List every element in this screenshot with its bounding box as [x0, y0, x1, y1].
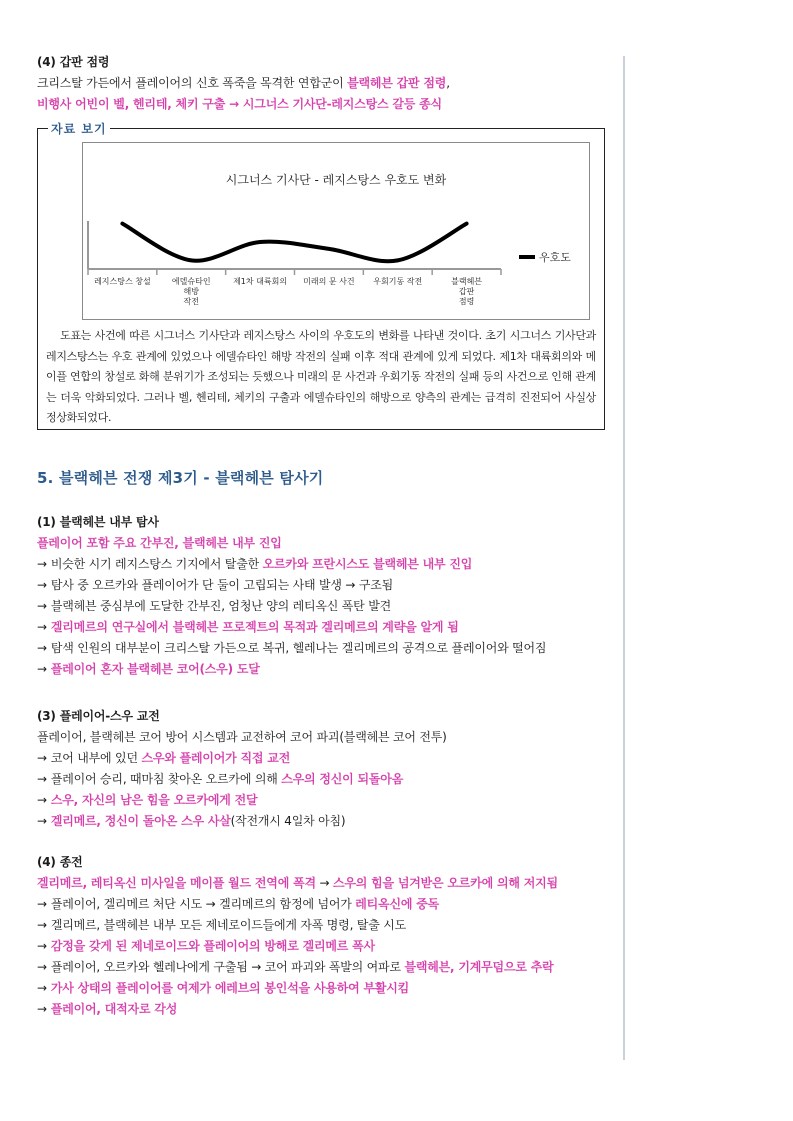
- list-item: [37, 638, 617, 659]
- arrow-glyph: →: [37, 641, 47, 655]
- list-item: [37, 596, 617, 617]
- text-plain: ,: [446, 76, 450, 90]
- text-plain: 비슷한 시기 레지스탕스 기지에서 탈출한: [50, 557, 263, 571]
- subsection-heading: (4) 종전: [37, 855, 83, 869]
- affinity-line: [122, 224, 466, 262]
- reference-description: 도표는 사건에 따른 시그너스 기사단과 레지스탕스 사이의 우호도의 변화를 나타낸 것이다. 초기 시그너스 기사단과 레지스탕스는 우호 관계에 있었으나 에델슈타인 해방 작전의 실패 이후 적대 관계에 있게 되었다. 제1차 대륙회의와 메이플 연합의 창설로 화해 분위기가 조성되는 듯했으나 미래의 문 사건과 우회기동 작전의 실패 등의 사건으로 인해 관계는 더욱 악화되었다. 그러나 벨, 헨리테, 체키의 구출과 에델슈타인의 해방으로 양측의 관계는 급격히 진전되어 사실상 정상화되었다.: [46, 329, 596, 424]
- list-item: [37, 533, 617, 554]
- page-margin-rule: [623, 56, 625, 1060]
- text-plain: 탐색 인원의 대부분이 크리스탈 가든으로 복귀, 헬레나는 겔리메르의 공격으로 플레이어와 떨어짐: [50, 641, 547, 655]
- x-tick-label-line: 해방: [183, 287, 199, 296]
- list-item: [37, 811, 617, 832]
- list-item: [37, 957, 617, 978]
- x-tick-label-line: 우회기동 작전: [373, 277, 423, 286]
- arrow-glyph: →: [37, 793, 47, 807]
- list-item: [37, 769, 617, 790]
- text-plain: (작전개시 4일차 아침): [230, 814, 346, 828]
- list-item: [37, 873, 617, 894]
- text-highlight: 오르카와 프란시스도 블랙헤븐 내부 진입: [262, 557, 473, 571]
- text-highlight: 레티옥신에 중독: [355, 897, 439, 911]
- text-plain: 탐사 중 오르카와 플레이어가 단 둘이 고립되는 사태 발생 → 구조됨: [50, 578, 394, 592]
- x-tick-label-line: 미래의 문 사건: [303, 277, 355, 286]
- legend-label: 우호도: [539, 251, 571, 264]
- subsection-heading: (3) 플레이어-스우 교전: [37, 709, 160, 723]
- subsection-player-suu-battle: [37, 706, 617, 832]
- list-item: [37, 999, 617, 1020]
- text-highlight: 플레이어 혼자 블랙헤븐 코어(스우) 도달: [50, 662, 260, 676]
- list-item: [37, 978, 617, 999]
- x-tick-label: [433, 277, 501, 307]
- arrow-glyph: →: [37, 751, 47, 765]
- x-tick-label-line: 블랙헤븐: [451, 277, 483, 286]
- x-tick-label: [226, 277, 294, 287]
- arrow-glyph: →: [37, 620, 47, 634]
- text-highlight: 플레이어 포함 주요 간부진, 블랙헤븐 내부 진입: [37, 536, 282, 550]
- arrow-glyph: →: [37, 557, 47, 571]
- text-highlight: 스우, 자신의 남은 힘을 오르카에게 전달: [50, 793, 258, 807]
- x-tick-label: [295, 277, 363, 287]
- text-highlight: 플레이어, 대적자로 각성: [50, 1002, 178, 1016]
- x-tick-label-line: 갑판: [458, 287, 475, 296]
- x-tick-label: [88, 277, 156, 287]
- arrow-glyph: →: [37, 939, 47, 953]
- list-item: [37, 554, 617, 575]
- legend-line-swatch: [519, 255, 535, 259]
- text-highlight: 블랙헤븐, 기계무덤으로 추락: [404, 960, 554, 974]
- chart-legend: [519, 249, 571, 265]
- text-highlight: 겔리메르의 연구실에서 블랙헤븐 프로젝트의 목적과 겔리메르의 계략을 알게 됨: [50, 620, 459, 634]
- paragraph-line: [37, 73, 617, 94]
- x-tick-label-line: 작전: [183, 297, 199, 306]
- text-highlight: 비행사 어빈이 벨, 헨리테, 체키 구출 → 시그너스 기사단-레지스탕스 갈등 종식: [37, 97, 442, 111]
- text-highlight: 스우의 정신이 되돌아옴: [281, 772, 404, 786]
- list-item: [37, 936, 617, 957]
- text-plain: 블랙헤븐 중심부에 도달한 간부진, 엄청난 양의 레티옥신 폭탄 발견: [50, 599, 391, 613]
- arrow-glyph: →: [37, 960, 47, 974]
- subsection-war-end: [37, 852, 617, 1020]
- text-plain: 겔리메르, 블랙헤븐 내부 모든 제네로이드들에게 자폭 명령, 탈출 시도: [50, 918, 406, 932]
- text-plain: 플레이어, 블랙헤븐 코어 방어 시스템과 교전하여 코어 파괴(블랙헤븐 코어 전투): [37, 730, 447, 744]
- reference-box: [37, 122, 605, 430]
- arrow-glyph: →: [37, 772, 47, 786]
- arrow-glyph: →: [37, 981, 47, 995]
- x-tick-label-line: 점령: [458, 297, 475, 306]
- subsection-heading: (4) 갑판 점령: [37, 55, 110, 69]
- text-plain: 크리스탈 가든에서 플레이어의 신호 폭죽을 목격한 연합군이: [37, 76, 348, 90]
- subsection-blackheaven-exploration: [37, 512, 617, 680]
- list-item: [37, 790, 617, 811]
- text-highlight: 겔리메르, 레티옥신 미사일을 메이플 월드 전역에 폭격: [37, 876, 316, 890]
- list-item: [37, 915, 617, 936]
- affinity-chart: [82, 142, 590, 320]
- text-plain: 플레이어 승리, 때마침 찾아온 오르카에 의해: [50, 772, 282, 786]
- section-deck-capture: [37, 52, 617, 115]
- text-plain: 코어 내부에 있던: [50, 751, 142, 765]
- list-item: [37, 748, 617, 769]
- x-tick-label: [364, 277, 432, 287]
- arrow-glyph: →: [37, 599, 47, 613]
- arrow-glyph: →: [37, 578, 47, 592]
- list-item: [37, 659, 617, 680]
- chart-title: 시그너스 기사단 - 레지스탕스 우호도 변화: [225, 173, 447, 187]
- arrow-glyph: →: [37, 918, 47, 932]
- text-highlight: 스우와 플레이어가 직접 교전: [141, 751, 291, 765]
- arrow-glyph: →: [37, 897, 47, 911]
- subsection-heading: (1) 블랙헤븐 내부 탐사: [37, 515, 159, 529]
- text-plain: →: [315, 876, 333, 890]
- text-plain: 플레이어, 오르카와 헬레나에게 구출됨 → 코어 파괴와 폭발의 여파로: [50, 960, 405, 974]
- text-plain: 플레이어, 겔리메르 처단 시도 → 겔리메르의 함정에 넘어가: [50, 897, 356, 911]
- x-tick-label-line: 에델슈타인: [171, 277, 211, 286]
- x-tick-label: [157, 277, 225, 307]
- arrow-glyph: →: [37, 814, 47, 828]
- text-highlight: 블랙헤븐 갑판 점령: [347, 76, 447, 90]
- x-tick-label-line: 제1차 대륙회의: [233, 277, 288, 286]
- list-item: [37, 617, 617, 638]
- text-highlight: 감정을 갖게 된 제네로이드와 플레이어의 방해로 겔리메르 폭사: [50, 939, 375, 953]
- reference-box-label: 자료 보기: [48, 120, 110, 137]
- paragraph-line: [37, 94, 617, 115]
- arrow-glyph: →: [37, 662, 47, 676]
- list-item: [37, 575, 617, 596]
- section-title: 5. 블랙헤븐 전쟁 제3기 - 블랙헤븐 탐사기: [37, 469, 324, 487]
- x-tick-label-line: 레지스탕스 창설: [94, 277, 151, 286]
- list-item: [37, 727, 617, 748]
- text-highlight: 가사 상태의 플레이어를 여제가 에레브의 봉인석을 사용하여 부활시킴: [50, 981, 410, 995]
- text-highlight: 겔리메르, 정신이 돌아온 스우 사살: [50, 814, 231, 828]
- arrow-glyph: →: [37, 1002, 47, 1016]
- list-item: [37, 894, 617, 915]
- text-highlight: 스우의 힘을 넘겨받은 오르카에 의해 저지됨: [332, 876, 558, 890]
